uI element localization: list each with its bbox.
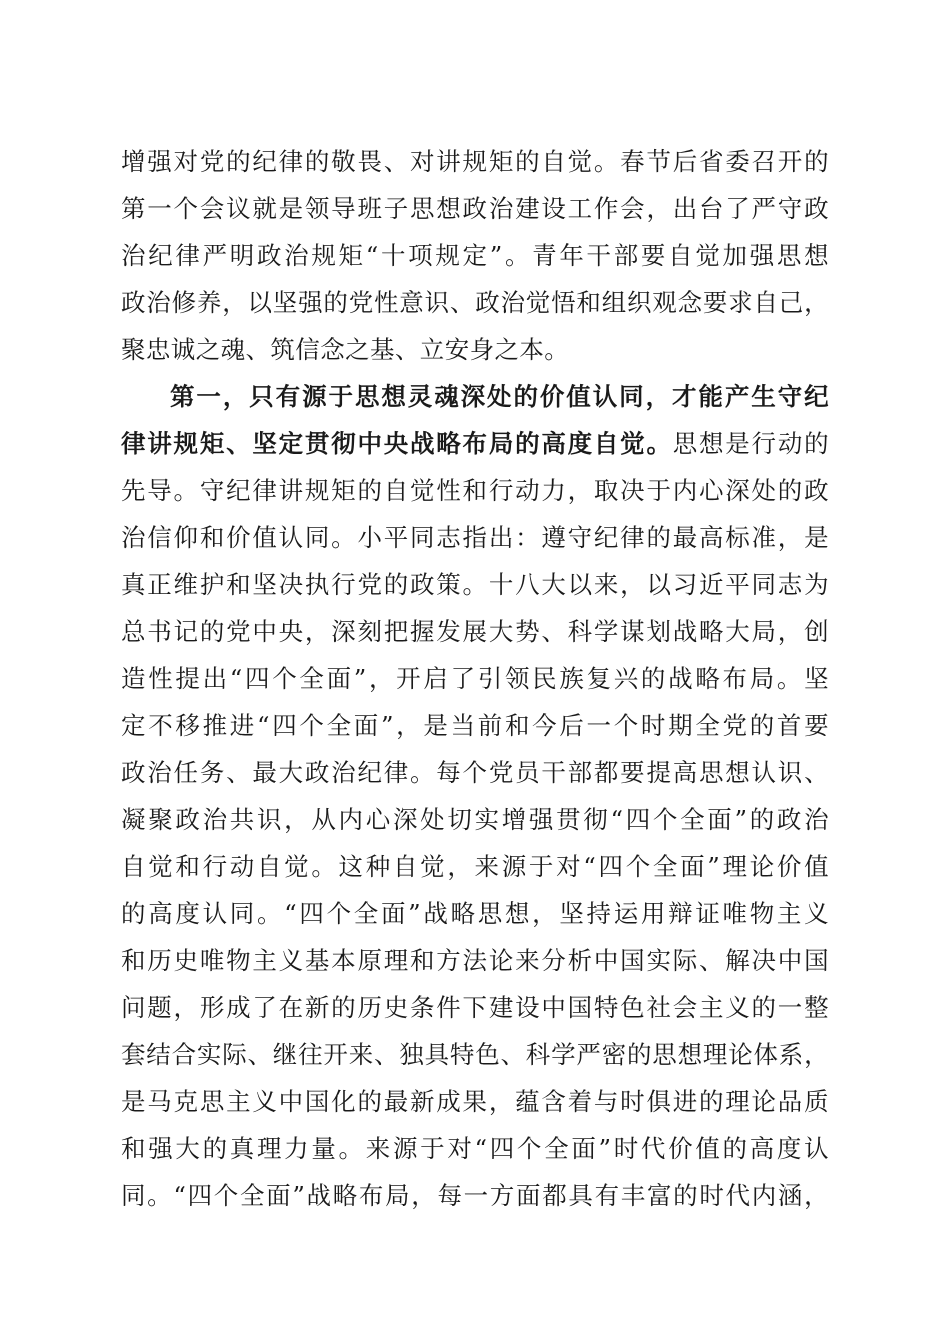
text-line: 政治任务、最大政治纪律。每个党员干部都要提高思想认识、: [121, 758, 829, 787]
text-line: 自觉和行动自觉。这种自觉，来源于对“四个全面”理论价值: [121, 852, 829, 881]
bold-heading-text: 第一，只有源于思想灵魂深处的价值认同，才能产生守纪: [170, 382, 829, 411]
paragraph: [121, 373, 829, 1219]
text-line: 的高度认同。“四个全面”战略思想，坚持运用辩证唯物主义: [121, 899, 829, 928]
document-body: [121, 138, 829, 1219]
text-line: 凝聚政治共识，从内心深处切实增强贯彻“四个全面”的政治: [121, 805, 829, 834]
text-line: 先导。守纪律讲规矩的自觉性和行动力，取决于内心深处的政: [121, 476, 829, 505]
bold-heading-text: 律讲规矩、坚定贯彻中央战略布局的高度自觉。: [121, 429, 673, 458]
text-line: 政治修养，以坚强的党性意识、政治觉悟和组织观念要求自己，: [121, 288, 829, 317]
text-line: 第一个会议就是领导班子思想政治建设工作会，出台了严守政: [121, 194, 829, 223]
text-line: [121, 420, 829, 467]
text-line: 套结合实际、继往开来、独具特色、科学严密的思想理论体系，: [121, 1040, 829, 1069]
text-line: 总书记的党中央，深刻把握发展大势、科学谋划战略大局，创: [121, 617, 829, 646]
text-line: 治纪律严明政治规矩“十项规定”。青年干部要自觉加强思想: [121, 241, 829, 270]
text-line: 聚忠诚之魂、筑信念之基、立安身之本。: [121, 335, 570, 364]
text-line: 真正维护和坚决执行党的政策。十八大以来，以习近平同志为: [121, 570, 829, 599]
text-line: 定不移推进“四个全面”，是当前和今后一个时期全党的首要: [121, 711, 829, 740]
text-line: 问题，形成了在新的历史条件下建设中国特色社会主义的一整: [121, 993, 829, 1022]
text-line: 是马克思主义中国化的最新成果，蕴含着与时俱进的理论品质: [121, 1087, 829, 1116]
text-line: [121, 373, 829, 420]
text-line: 造性提出“四个全面”，开启了引领民族复兴的战略布局。坚: [121, 664, 829, 693]
text-line: 和历史唯物主义基本原理和方法论来分析中国实际、解决中国: [121, 946, 829, 975]
text-line: 增强对党的纪律的敬畏、对讲规矩的自觉。春节后省委召开的: [121, 147, 829, 176]
paragraph: [121, 138, 829, 373]
text-line: 治信仰和价值认同。小平同志指出：遵守纪律的最高标准，是: [121, 523, 829, 552]
text-line: 同。“四个全面”战略布局，每一方面都具有丰富的时代内涵，: [121, 1181, 829, 1210]
text-line: 和强大的真理力量。来源于对“四个全面”时代价值的高度认: [121, 1134, 829, 1163]
text-run: 思想是行动的: [672, 429, 829, 458]
